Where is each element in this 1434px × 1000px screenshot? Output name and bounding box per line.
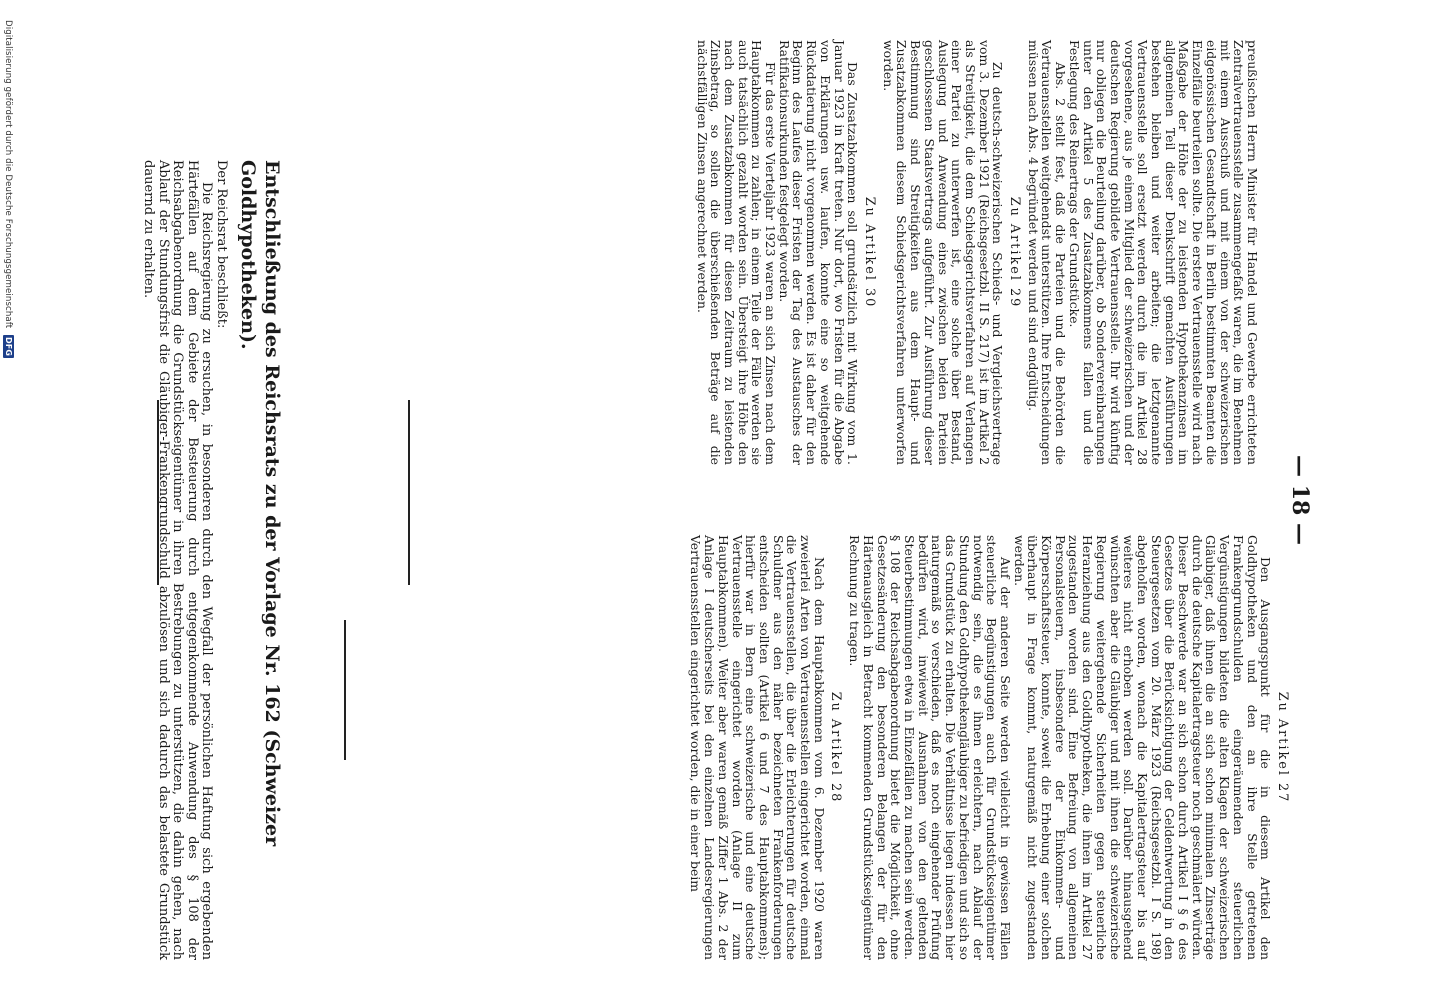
- paragraph: Den Ausgangspunkt für die in diesem Artikel den Goldhypotheken und den an ihre Stelle getretenen Frankengrundschulden eingeräumenden steuerlichen Vergünstigungen bildeten die alten Klagen der schweizerischen Gläubiger, daß ihnen die an sich schon minimalen Zinserträge durch die deutsche Kapitalertragsteuer noch geschmälert würden. Dieser Beschwerde war an sich schon durch Artikel I § 6 des Gesetzes über die Berücksichtigung der Geldentwertung in den Steuergesetzen vom 20. März 1923 (Reichsgesetzbl. I S. 198) abgeholfen worden, wonach die Kapitalertragsteuer bis auf weiteres nicht erhoben werden soll. Darüber hinausgehend wünschten aber die Gläubiger und mit ihnen die schweizerische Regierung weitergehende Sicherheiten gegen steuerliche Heranziehung aus den Goldhypotheken, die ihnen im Artikel 27 zugestanden worden sind. Eine Befreiung von allgemeinen Personalsteuern, insbesondere der Einkommen- und Körperschaftssteuer, konnte, soweit die Erhebung einer solchen überhaupt in Frage kommt, naturgemäß nicht zugestanden werden.: [1011, 535, 1274, 960]
- paragraph: Zu deutsch-schweizerischen Schieds- und Vergleichsvertrage vom 3. Dezember 1921 (Reichsgesetzbl. II S. 217) ist im Artikel 2 als Streitigkeit, die dem Schiedsgerichtsverfahren auf Verlangen einer Partei zu unterwerfen ist, eine solche über Bestand, Auslegung und Anwendung eines zwischen beiden Parteien geschlossenen Staatsvertrags aufgeführt. Zur Ausführung dieser Bestimmung sind Streitigkeiten aus dem Haupt- und Zusatzabkommen diesem Schiedsgerichtsverfahren unterworfen worden.: [880, 40, 1006, 465]
- resolution-title: Entschließung des Reichsrats zu der Vorlage Nr. 162 (Schweizer Goldhypotheken).: [237, 160, 283, 847]
- paragraph: Auf der anderen Seite werden vielleicht in gewissen Fällen steuerliche Begünstigungen auch für Grundstückseigentümer notwendig sein, die es ihnen erleichtern, nach Ablauf der Stundung den Goldhypothekengläubiger zu befriedigen und sich so das Grundstück zu erhalten. Die Verhältnisse liegen indessen hier naturgemäß so verschieden, daß es noch eingehender Prüfung bedürfen wird, inwieweit Ausnahmen von den geltenden Steuerbestimmungen etwa in Einzelfällen zu machen sein werden. § 108 der Reichsabgabenordnung bietet die Möglichkeit, ohne Gesetzesänderung den besonderen Belangen der für den Härtenausgleich in Betracht kommenden Grundstückseigentümer Rechnung zu tragen.: [847, 535, 1013, 960]
- page-number: — 18 —: [1287, 455, 1313, 545]
- section-heading: Zu Artikel 30: [862, 196, 878, 309]
- paragraph: Für das erste Vierteljahr 1923 waren an sich Zinsen nach dem Hauptabkommen zu zahlen; in einem Teile der Fälle werden sie auch tatsächlich gezahlt worden sein. Übersteigt ihre Höhe den nach dem Zusatzabkommen für diesen Zeitraum zu leistenden Zinsbetrag, so sollen die überschießenden Beträge auf die nächstfälligen Zinsen angerechnet werden.: [694, 40, 779, 465]
- digitization-credit: [2, 20, 14, 995]
- divider-rule: [344, 620, 346, 760]
- credit-text: Digitalisierung gefördert durch die Deutsche Forschungsgemeinschaft: [3, 20, 13, 329]
- resolution-block: [140, 160, 284, 960]
- paragraph: Nach dem Hauptabkommen vom 6. Dezember 1920 waren zweierlei Arten von Vertrauensstellen eingerichtet worden, einmal die Vertrauensstellen, die über die Erleichterungen für deutsche Schuldner aus den näher bezeichneten Frankenforderungen entscheiden sollten (Artikel 6 und 7 des Hauptabkommens); hierfür war in Bern eine schweizerische und eine deutsche Vertrauensstelle eingerichtet worden (Anlage II zum Hauptabkommen). Weiter aber waren gemäß Ziffer 1 Abs. 2 der Anlage I deutscherseits bei den einzelnen Landesregierungen Vertrauensstellen eingerichtet worden, die in einer beim: [688, 535, 827, 960]
- paragraph: Das Zusatzabkommen soll grundsätzlich mit Wirkung vom 1. Januar 1923 in Kraft treten. Nur dort, wo Fristen für die Abgabe von Erklärungen usw. laufen, konnte eine so weitgehende Rückdatierung nicht vorgenommen werden. Es ist daher für den Beginn des Laufes dieser Fristen der Tag des Austausches der Ratifikationsurkunden festgelegt worden.: [776, 40, 861, 465]
- section-heading: Zu Artikel 28: [828, 691, 844, 804]
- column-divider: [408, 400, 410, 585]
- paragraph: Die Reichsregierung zu ersuchen, in besonderen durch den Wegfall der persönlichen Haftung sich ergebenden Härtefällen auf dem Gebiete der Besteuerung durch entgegenkommende Anwendung des § 108 der Reichsabgabenordnung die Grundstückseigentümer in ihren Bestrebungen zu unterstützen, die dahin gehen, nach Ablauf der Stundungsfrist die Gläubiger-Frankengrundschuld abzulösen und sich dadurch das belastete Grundstück dauernd zu erhalten.: [141, 160, 215, 960]
- paragraph: Abs. 2 stellt fest, daß die Parteien und die Behörden die Vertrauensstellen weitgehendst unterstützen. Ihre Entscheidungen müssen nach Abs. 4 begründet werden und sind endgültig.: [1025, 40, 1069, 465]
- section-heading: Zu Artikel 29: [1007, 196, 1023, 309]
- paragraph: Der Reichsrat beschließt:: [214, 160, 229, 329]
- column-divider: [157, 400, 159, 585]
- section-heading: Zu Artikel 27: [1275, 691, 1290, 804]
- column-left: [695, 40, 1259, 465]
- column-right: [689, 535, 1294, 960]
- dfg-logo: DFG: [4, 337, 13, 357]
- paragraph: preußischen Herrn Minister für Handel und Gewerbe errichteten Zentralvertrauensstelle zusammengefaßt waren, die im Benehmen mit einem Ausschuß und mit einem von der schweizerischen eidgenössischen Gesandtschaft in Berlin bestimmten Beamten die Einzelfälle beurteilen sollte. Die erstere Vertrauensstelle wird nach Maßgabe der Höhe der zu leistenden Hypothekenzinsen im allgemeinen Teil dieser Denkschrift gemachten Ausführungen bestehen bleiben und weiter arbeiten; die letztgenannte Vertrauensstelle soll ersetzt werden durch die im Artikel 28 vorgesehene, aus je einem Mitglied der schweizerischen und der deutschen Regierung gebildete Vertrauensstelle. Ihr wird künftig nur obliegen die Beurteilung darüber, ob Sondervereinbarungen unter den Artikel 5 des Zusatzabkommens fallen und die Festlegung des Reinertrags der Grundstücke.: [1066, 40, 1260, 465]
